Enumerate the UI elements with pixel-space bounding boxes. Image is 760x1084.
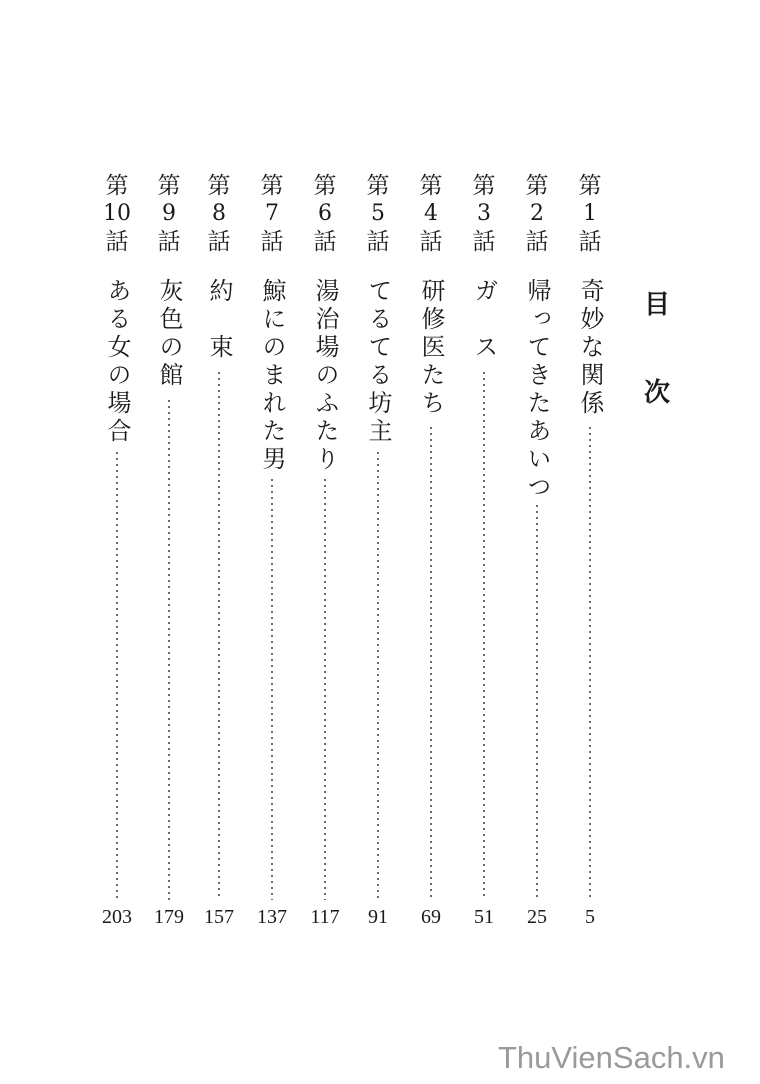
chapter-title: 湯治場のふたり (311, 278, 339, 474)
chapter-8[interactable] (200, 172, 238, 362)
chapter-number: 第 3 話 (472, 173, 496, 255)
chapter-number: 第 2 話 (525, 173, 549, 255)
chapter-2[interactable] (518, 172, 556, 502)
leader-dots (116, 450, 118, 900)
chapter-9[interactable] (150, 172, 188, 390)
chapter-number: 第 9 話 (157, 173, 181, 255)
toc-heading-char-1: 目 (643, 290, 670, 320)
chapter-title: 奇妙な関係 (576, 278, 604, 418)
toc-heading (637, 290, 677, 408)
chapter-6[interactable] (306, 172, 344, 474)
leader-dots (536, 503, 538, 900)
leader-dots (483, 370, 485, 900)
page-number: 91 (368, 906, 388, 928)
chapter-number: 第 5 話 (366, 173, 390, 255)
chapter-5[interactable] (359, 172, 397, 446)
chapter-3[interactable] (465, 172, 503, 362)
chapter-title: 鯨にのまれた男 (258, 278, 286, 474)
leader-dots (168, 398, 170, 900)
page-number: 117 (310, 906, 340, 928)
leader-dots (377, 450, 379, 900)
chapter-title: てるてる坊主 (364, 278, 392, 446)
leader-dots (218, 370, 220, 900)
page-number: 69 (421, 906, 441, 928)
chapter-title: 灰色の館 (155, 278, 183, 390)
chapter-title: 研修医たち (417, 278, 445, 418)
page-number: 203 (102, 906, 132, 928)
chapter-number: 第 8 話 (207, 173, 231, 255)
chapter-title: ある女の場合 (103, 278, 131, 446)
leader-dots (589, 425, 591, 900)
page-number: 25 (527, 906, 547, 928)
page-number: 137 (257, 906, 287, 928)
page-number: 157 (204, 906, 234, 928)
chapter-number: 第 7 話 (260, 173, 284, 255)
chapter-7[interactable] (253, 172, 291, 474)
page-number: 179 (154, 906, 184, 928)
page-number: 51 (474, 906, 494, 928)
chapter-number: 第 4 話 (419, 173, 443, 255)
chapter-title: ガ ス (470, 278, 498, 362)
chapter-title: 約 束 (205, 278, 233, 362)
chapter-number: 第 10 話 (103, 173, 131, 255)
leader-dots (324, 477, 326, 900)
chapter-number: 第 1 話 (578, 173, 602, 255)
chapter-number: 第 6 話 (313, 173, 337, 255)
chapter-10[interactable] (98, 172, 136, 446)
leader-dots (271, 477, 273, 900)
chapter-title: 帰ってきたあいつ (523, 278, 551, 502)
leader-dots (430, 425, 432, 900)
watermark: ThuVienSach.vn (498, 1040, 725, 1075)
page-number: 5 (585, 906, 595, 928)
chapter-4[interactable] (412, 172, 450, 418)
chapter-1[interactable] (571, 172, 609, 418)
toc-heading-char-2: 次 (643, 378, 670, 408)
